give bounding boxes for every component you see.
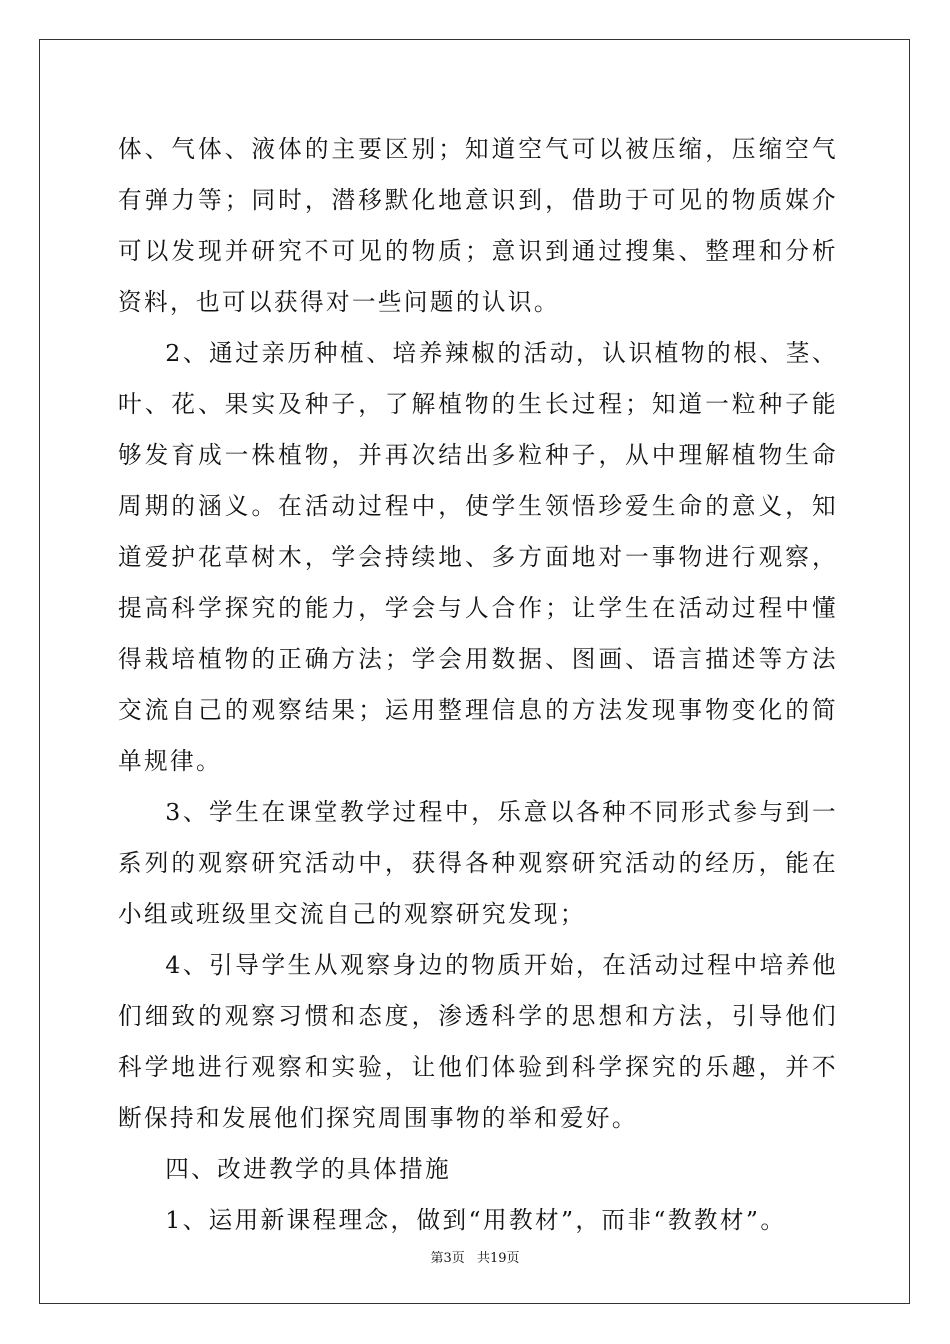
current-page-label: 第3页: [430, 1251, 465, 1266]
paragraph-item-2: 2、通过亲历种植、培养辣椒的活动，认识植物的根、茎、叶、花、果实及种子，了解植物的生长过程；知道一粒种子能够发育成一株植物，并再次结出多粒种子，从中理解植物生命周期的涵义。在活动过程中，使学生领悟珍爱生命的意义，知道爱护花草树木，学会持续地、多方面地对一事物进行观察，提高科学探究的能力，学会与人合作；让学生在活动过程中懂得栽培植物的正确方法；学会用数据、图画、语言描述等方法交流自己的观察结果；运用整理信息的方法发现事物变化的简单规律。: [118, 339, 838, 775]
paragraph-item-3: 3、学生在课堂教学过程中，乐意以各种不同形式参与到一系列的观察研究活动中，获得各种观察研究活动的经历，能在小组或班级里交流自己的观察研究发现；: [118, 798, 838, 928]
page-footer: [0, 1247, 950, 1266]
document-body: [118, 124, 838, 1246]
paragraph-item-4: 4、引导学生从观察身边的物质开始，在活动过程中培养他们细致的观察习惯和态度，渗透科学的思想和方法，引导他们科学地进行观察和实验，让他们体验到科学探究的乐趣，并不断保持和发展他们探究周围事物的举和爱好。: [118, 951, 838, 1132]
total-pages-label: 共19页: [476, 1251, 520, 1266]
paragraph-measure-1: 1、运用新课程理念，做到“用教材”，而非“教教材”。: [165, 1206, 787, 1234]
paragraph-continuation: 体、气体、液体的主要区别；知道空气可以被压缩，压缩空气有弹力等；同时，潜移默化地意识到，借助于可见的物质媒介可以发现并研究不可见的物质；意识到通过搜集、整理和分析资料，也可以获得对一些问题的认识。: [118, 135, 838, 316]
section-heading: 四、改进教学的具体措施: [165, 1155, 452, 1183]
